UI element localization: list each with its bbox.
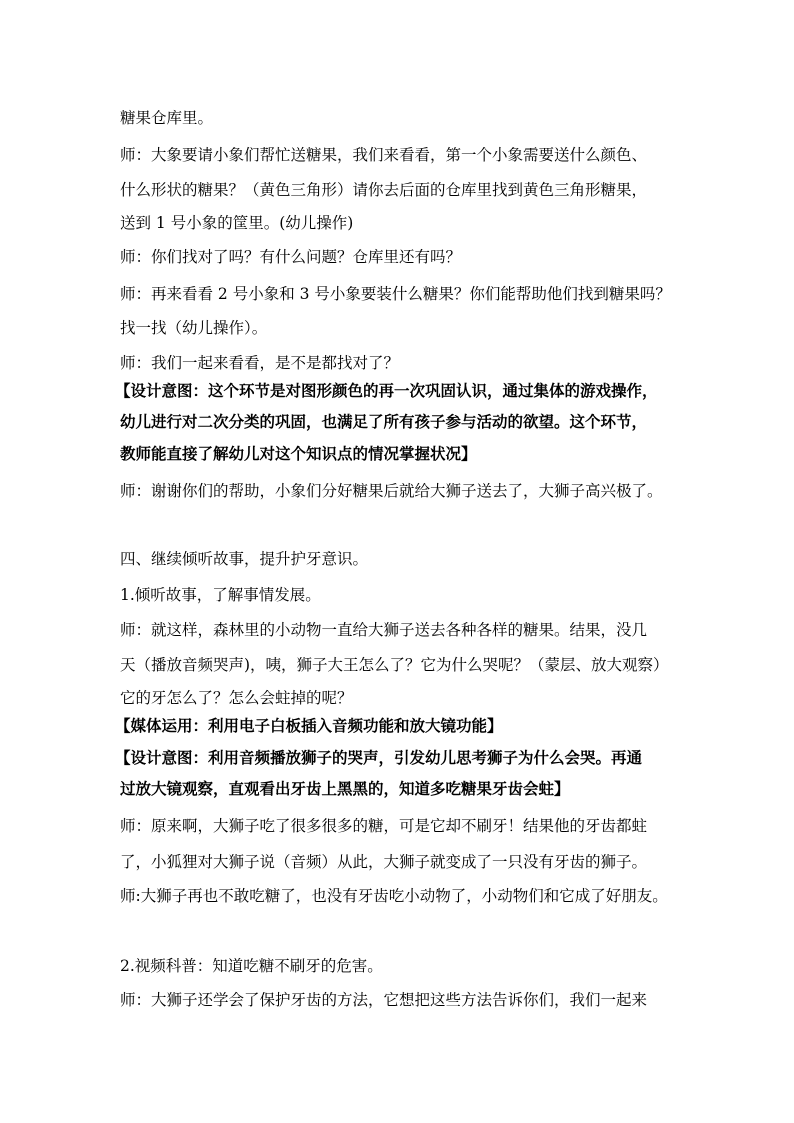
paragraph-line: 师：原来啊，大狮子吃了很多很多的糖，可是它却不刷牙！结果他的牙齿都蛀	[120, 817, 648, 835]
design-intent-line: 【设计意图：利用音频播放狮子的哭声，引发幼儿思考狮子为什么会哭。再通	[115, 748, 643, 767]
paragraph-line: 天（播放音频哭声)，咦，狮子大王怎么了？它为什么哭呢？（蒙层、放大观察）	[120, 656, 669, 674]
design-intent-line: 【设计意图：这个环节是对图形颜色的再一次巩固认识，通过集体的游戏操作，	[115, 381, 658, 400]
paragraph-line: 师：大象要请小象们帮忙送糖果，我们来看看，第一个小象需要送什么颜色、	[120, 146, 648, 164]
subsection-heading: 2.视频科普：知道吃糖不刷牙的危害。	[120, 957, 383, 975]
subsection-heading: 1.倾听故事，了解事情发展。	[120, 586, 321, 604]
paragraph-line: 师：你们找对了吗？有什么问题？仓库里还有吗？	[120, 248, 462, 266]
paragraph-line: 师：谢谢你们的帮助，小象们分好糖果后就给大狮子送去了，大狮子高兴极了。	[120, 482, 663, 500]
paragraph-line: 糖果仓库里。	[120, 109, 214, 127]
design-intent-line: 过放大镜观察，直观看出牙齿上黑黑的，知道多吃糖果牙齿会蛀】	[120, 779, 570, 798]
paragraph-line: 师:大狮子再也不敢吃糖了，也没有牙齿吃小动物了，小动物们和它成了好朋友。	[120, 887, 668, 905]
paragraph-line: 师：就这样，森林里的小动物一直给大狮子送去各种各样的糖果。结果，没几	[120, 621, 648, 639]
design-intent-line: 幼儿进行对二次分类的巩固，也满足了所有孩子参与活动的欲望。这个环节，	[120, 412, 648, 431]
paragraph-line: 它的牙怎么了？怎么会蛀掉的呢？	[120, 689, 353, 707]
paragraph-line: 什么形状的糖果？（黄色三角形）请你去后面的仓库里找到黄色三角形糖果，	[120, 181, 648, 199]
paragraph-line: 师：我们一起来看看，是不是都找对了？	[120, 354, 400, 372]
media-usage-line: 【媒体运用：利用电子白板插入音频功能和放大镜功能】	[115, 716, 503, 735]
section-heading: 四、继续倾听故事，提升护牙意识。	[120, 550, 369, 568]
paragraph-line: 送到 1 号小象的筐里。(幼儿操作)	[120, 214, 354, 232]
paragraph-line: 师：大狮子还学会了保护牙齿的方法，它想把这些方法告诉你们，我们一起来	[120, 991, 648, 1009]
design-intent-line: 教师能直接了解幼儿对这个知识点的情况掌握状况】	[120, 444, 477, 463]
paragraph-line: 找一找（幼儿操作）。	[120, 319, 268, 337]
paragraph-line: 了，小狐狸对大狮子说（音频）从此，大狮子就变成了一只没有牙齿的狮子。	[120, 853, 648, 871]
paragraph-line: 师：再来看看 2 号小象和 3 号小象要装什么糖果？你们能帮助他们找到糖果吗？	[120, 285, 671, 303]
